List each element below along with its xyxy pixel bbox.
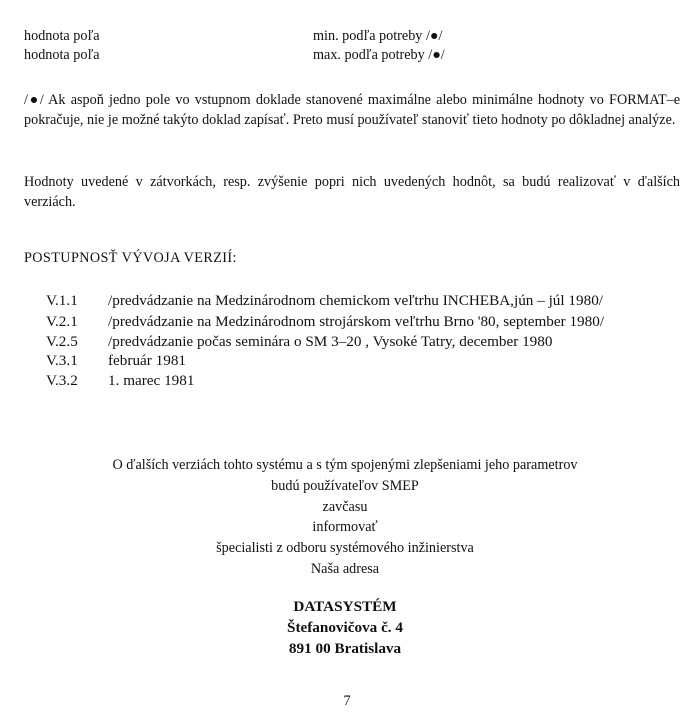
closing-line-3: zavčasu [322, 499, 368, 515]
version-text: /predvádzanie počas seminára o SM 3–20 , Vysoké Tatry, december 1980 [108, 333, 553, 350]
closing-line-4: informovať [312, 519, 378, 535]
version-text: 1. marec 1981 [108, 372, 195, 389]
version-item [46, 333, 686, 351]
page-number: 7 [343, 693, 351, 709]
footnote-paragraph: /●/ Ak aspoň jedno pole vo vstupnom doklade stanovené maximálne alebo minimálne hodnoty vo FORMAT–e pokračuje, nie je možné takýto doklad zapísať. Preto musí používateľ stanoviť tieto hodnoty po dôkladnej analýze. [24, 92, 680, 128]
version-id: V.3.2 [46, 372, 78, 389]
versions-heading: POSTUPNOSŤ VÝVOJA VERZIÍ: [24, 250, 237, 266]
version-item [46, 352, 686, 370]
version-item [46, 372, 686, 390]
address-company: DATASYSTÉM [293, 598, 397, 615]
version-id: V.3.1 [46, 352, 78, 369]
field-value-max: max. podľa potreby /●/ [313, 47, 445, 63]
address-street: Štefanovičova č. 4 [287, 619, 403, 636]
field-label-1: hodnota poľa [24, 28, 100, 44]
version-item [46, 313, 686, 331]
address-city: 891 00 Bratislava [288, 640, 402, 657]
version-text: /predvádzanie na Medzinárodnom strojárskom veľtrhu Brno '80, september 1980/ [108, 313, 605, 330]
version-id: V.2.1 [46, 313, 78, 330]
version-text: február 1981 [108, 352, 187, 369]
version-text: /predvádzanie na Medzinárodnom chemickom veľtrhu INCHEBA,jún – júl 1980/ [108, 292, 604, 309]
version-id: V.1.1 [46, 292, 78, 309]
closing-line-2: budú používateľov SMEP [271, 478, 419, 494]
body-paragraph: Hodnoty uvedené v zátvorkách, resp. zvýšenie popri nich uvedených hodnôt, sa budú realizovať v ďalších verziách. [24, 174, 680, 210]
closing-line-1: O ďalších verziách tohto systému a s tým spojenými zlepšeniami jeho parametrov [112, 457, 578, 473]
closing-line-5: špecialisti z odboru systémového inžinierstva [216, 540, 474, 556]
field-label-2: hodnota poľa [24, 47, 100, 63]
field-value-min: min. podľa potreby /●/ [313, 28, 443, 44]
version-item [46, 292, 686, 310]
version-id: V.2.5 [46, 333, 78, 350]
closing-line-6: Naša adresa [310, 561, 380, 577]
